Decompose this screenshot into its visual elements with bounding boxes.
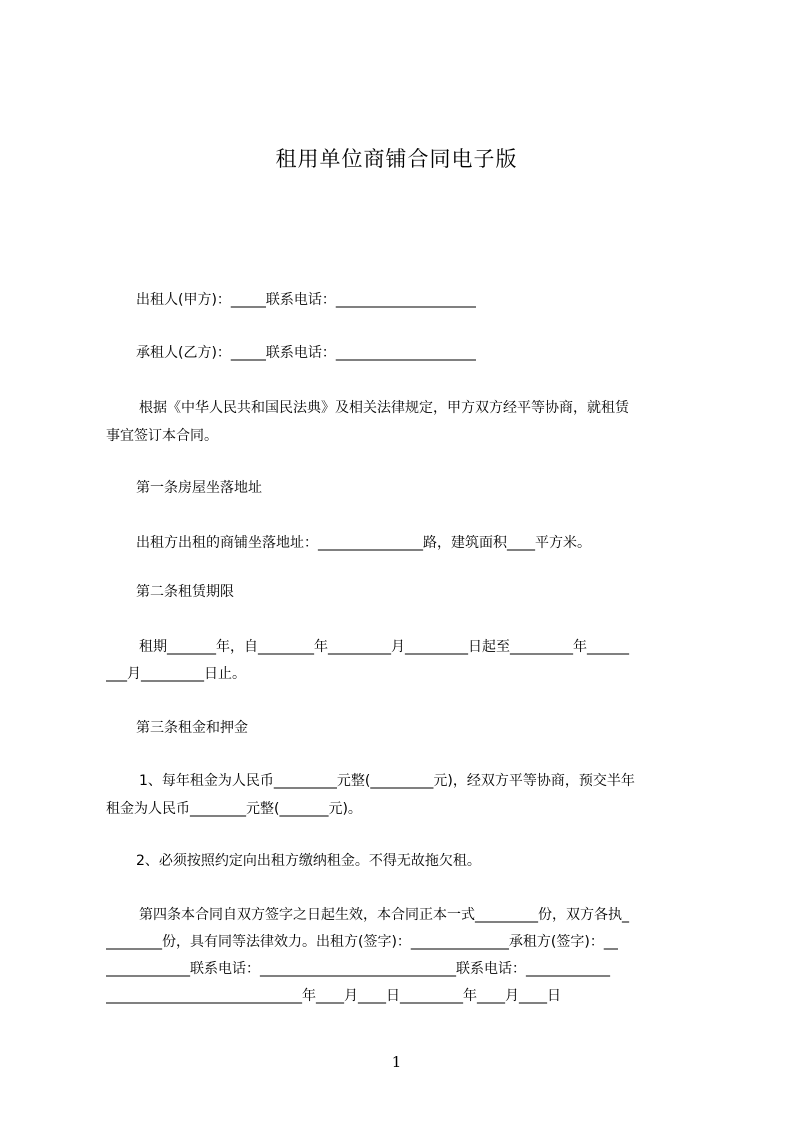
article-4-line-3: ____________联系电话：____________________________联系电话：____________: [106, 961, 610, 977]
document-title: 租用单位商铺合同电子版: [275, 147, 518, 171]
article-2-line-2: ___月_________日止。: [106, 666, 246, 682]
article-3-item-1-line-2: 租金为人民币________元整(_______元)。: [106, 801, 362, 817]
page-number: 1: [391, 1053, 402, 1071]
lessor-line: 出租人(甲方)：_____联系电话：____________________: [136, 292, 476, 308]
preamble-line-2: 事宜签订本合同。: [106, 428, 218, 444]
article-2-heading: 第二条租赁期限: [136, 584, 234, 600]
article-4-line-4: ____________________________年____月____日_________年____月____日: [106, 988, 561, 1004]
preamble-line-1: 根据《中华人民共和国民法典》及相关法律规定，甲方双方经平等协商，就租赁: [139, 400, 629, 416]
lessee-line: 承租人(乙方)：_____联系电话：____________________: [136, 345, 476, 361]
article-4-line-1: 第四条本合同自双方签字之日起生效，本合同正本一式_________份，双方各执_: [139, 907, 629, 923]
article-3-heading: 第三条租金和押金: [136, 720, 248, 736]
article-1-heading: 第一条房屋坐落地址: [136, 480, 262, 496]
article-3-item-1-line-1: 1、每年租金为人民币_________元整(_________元)，经双方平等协商，预交半年: [139, 773, 635, 789]
article-4-line-2: ________份，具有同等法律效力。出租方(签字)：______________承租方(签字)：__: [106, 934, 618, 950]
article-2-line-1: 租期_______年，自________年_________月_________日起至_________年______: [139, 639, 629, 655]
article-1-body: 出租方出租的商铺坐落地址：_______________路，建筑面积____平方米。: [136, 535, 591, 551]
article-3-item-2: 2、必须按照约定向出租方缴纳租金。不得无故拖欠租。: [136, 853, 481, 869]
